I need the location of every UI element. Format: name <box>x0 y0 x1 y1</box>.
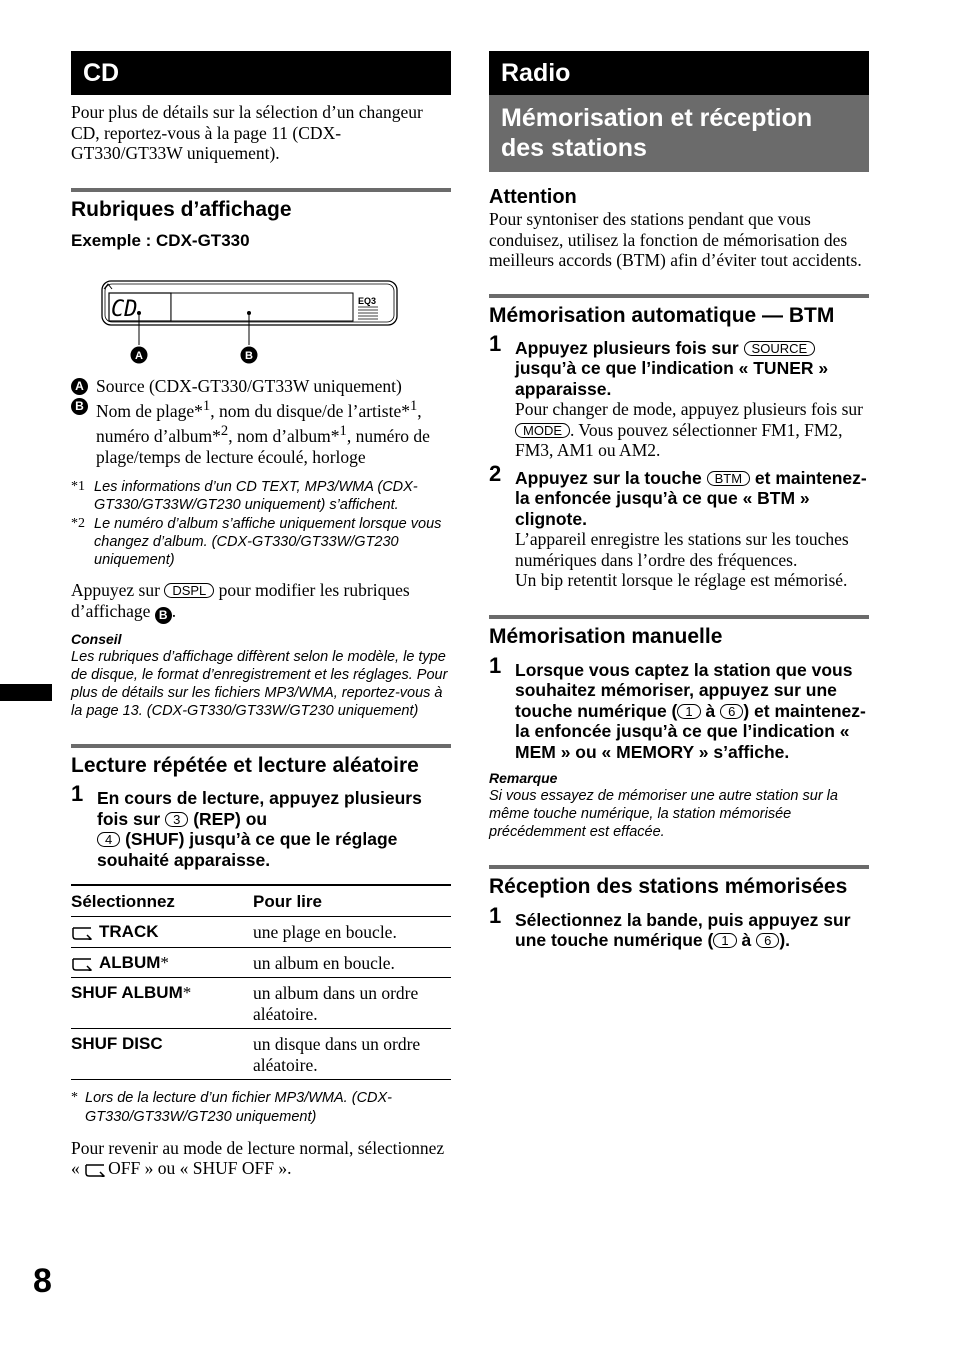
footnotes <box>71 478 451 569</box>
btm-step-1-body: Pour changer de mode, appuyez plusieurs fois sur MODE . Vous pouvez sélectionner FM1, FM2, FM3, AM1 ou AM2. <box>515 399 863 460</box>
key-1: 1 <box>677 704 700 719</box>
display-illustration <box>71 269 451 369</box>
conseil-block <box>71 630 451 721</box>
display-readout: CD <box>111 296 138 322</box>
display-heading: Rubriques d’affichage <box>71 188 451 222</box>
eq-label: EQ3 <box>358 295 377 306</box>
repeat-icon <box>71 957 93 971</box>
repeat-step-1: 1 En cours de lecture, appuyez plusieurs fois sur 3 (REP) ou 4 (SHUF) jusqu’à ce que le réglage souhaité apparaisse. <box>71 781 422 870</box>
recv-step-1: 1 Sélectionnez la bande, puis appuyez sur une touche numérique ( 1 à 6 ). <box>489 902 851 951</box>
legend-item-a: A Source (CDX-GT330/GT33W uniquement) <box>71 376 451 397</box>
table-row: SHUF DISC un disque dans un ordre aléatoire. <box>71 1029 451 1080</box>
cd-intro: Pour plus de détails sur la sélection d’un changeur CD, reportez-vous à la page 11 (CDX-GT330/GT33W uniquement). <box>71 102 423 163</box>
section-tab-marker <box>0 684 52 701</box>
manual-heading: Mémorisation manuelle <box>489 615 869 649</box>
left-column <box>71 51 451 1179</box>
dspl-key: DSPL <box>164 583 214 598</box>
key-1: 1 <box>713 933 736 948</box>
return-normal-text: Pour revenir au mode de lecture normal, sélectionnez « OFF » ou « SHUF OFF ». <box>71 1137 445 1179</box>
conseil-text: Les rubriques d’affichage diffèrent selon le modèle, le type de disque, le format d’enregistrement et les réglages. Pour plus de détails sur les fichiers MP3/WMA, reportez-vous à la page 13. (CDX-GT330/GT33W/GT230 uniquement) <box>71 648 448 720</box>
table-row: ALBUM* un album en boucle. <box>71 947 451 978</box>
table-header-select: Sélectionnez <box>71 885 253 917</box>
remarque-text: Si vous essayez de mémoriser une autre station sur la même touche numérique, la station mémorisée précédemment est effacée. <box>489 788 838 841</box>
recv-heading: Réception des stations mémorisées <box>489 865 869 899</box>
attention-text: Pour syntoniser des stations pendant que vous conduisez, utilisez la fonction de mémorisation des meilleurs accords (BTM) afin d’éviter tout accidents. <box>489 209 862 270</box>
key-4: 4 <box>97 832 120 847</box>
display-legend <box>71 376 451 468</box>
footnote-2: *2 Le numéro d’album s’affiche uniquement lorsque vous changez d’album. (CDX-GT330/GT33W/GT230 uniquement) <box>71 515 442 568</box>
btm-step-2: 2 Appuyez sur la touche BTM et maintenez-la enfoncée jusqu’à ce que « BTM » clignote. <box>489 460 867 529</box>
btm-step-2-body: L’appareil enregistre les stations sur les touches numériques dans l’ordre des fréquences. Un bip retentit lorsque le réglage est mémorisé. <box>515 529 849 590</box>
callout-a: A <box>135 349 143 362</box>
attention-title: Attention <box>489 186 577 208</box>
cd-display-drawing <box>71 269 401 369</box>
repeat-heading: Lecture répétée et lecture aléatoire <box>71 744 451 778</box>
example-label: Exemple : CDX-GT330 <box>71 230 250 250</box>
remarque-title: Remarque <box>489 770 558 786</box>
radio-subtitle: Mémorisation et réception des stations <box>489 95 869 172</box>
legend-item-b: B Nom de plage*$^1$, nom du disque/de l’artiste*$^1$, numéro d’album*$^2$, nom d’album*$^1$, numéro de plage/temps de lecture écoulé, horloge <box>71 396 451 467</box>
callout-b: B <box>245 349 253 362</box>
repeat-icon <box>71 926 93 940</box>
conseil-title: Conseil <box>71 630 122 647</box>
repeat-table <box>71 884 451 1080</box>
btm-key: BTM <box>707 471 750 486</box>
section-title-cd: CD <box>71 51 451 95</box>
dspl-instruction: Appuyez sur DSPL pour modifier les rubriques d’affichage B . <box>71 580 410 622</box>
key-6: 6 <box>720 704 743 719</box>
right-column <box>489 51 869 951</box>
key-3: 3 <box>165 812 188 827</box>
table-row: TRACK une plage en boucle. <box>71 917 451 948</box>
section-title-radio: Radio <box>489 51 869 95</box>
key-6: 6 <box>756 933 779 948</box>
btm-heading: Mémorisation automatique — BTM <box>489 294 869 328</box>
remarque-block <box>489 769 869 842</box>
source-key: SOURCE <box>744 341 816 356</box>
table-row: SHUF ALBUM* un album dans un ordre aléatoire. <box>71 978 451 1029</box>
page-number: 8 <box>33 1262 52 1300</box>
btm-step-1: 1 Appuyez plusieurs fois sur SOURCE jusqu’à ce que l’indication « TUNER » apparaisse. <box>489 330 829 399</box>
table-footnote: * Lors de la lecture d’un fichier MP3/WMA. (CDX-GT330/GT33W/GT230 uniquement) <box>71 1090 393 1125</box>
repeat-icon <box>84 1163 106 1177</box>
manual-step-1: 1 Lorsque vous captez la station que vous souhaitez mémoriser, appuyez sur une touche numérique ( 1 à 6 ) et maintenez-la enfoncée jusqu’à ce que l’indication « MEM » ou « MEMORY » s’affiche. <box>489 652 866 762</box>
footnote-1: *1 Les informations d’un CD TEXT, MP3/WMA (CDX-GT330/GT33W/GT230 uniquement) s’affichent. <box>71 479 418 514</box>
table-header-read: Pour lire <box>253 885 451 917</box>
mode-key: MODE <box>515 423 570 438</box>
